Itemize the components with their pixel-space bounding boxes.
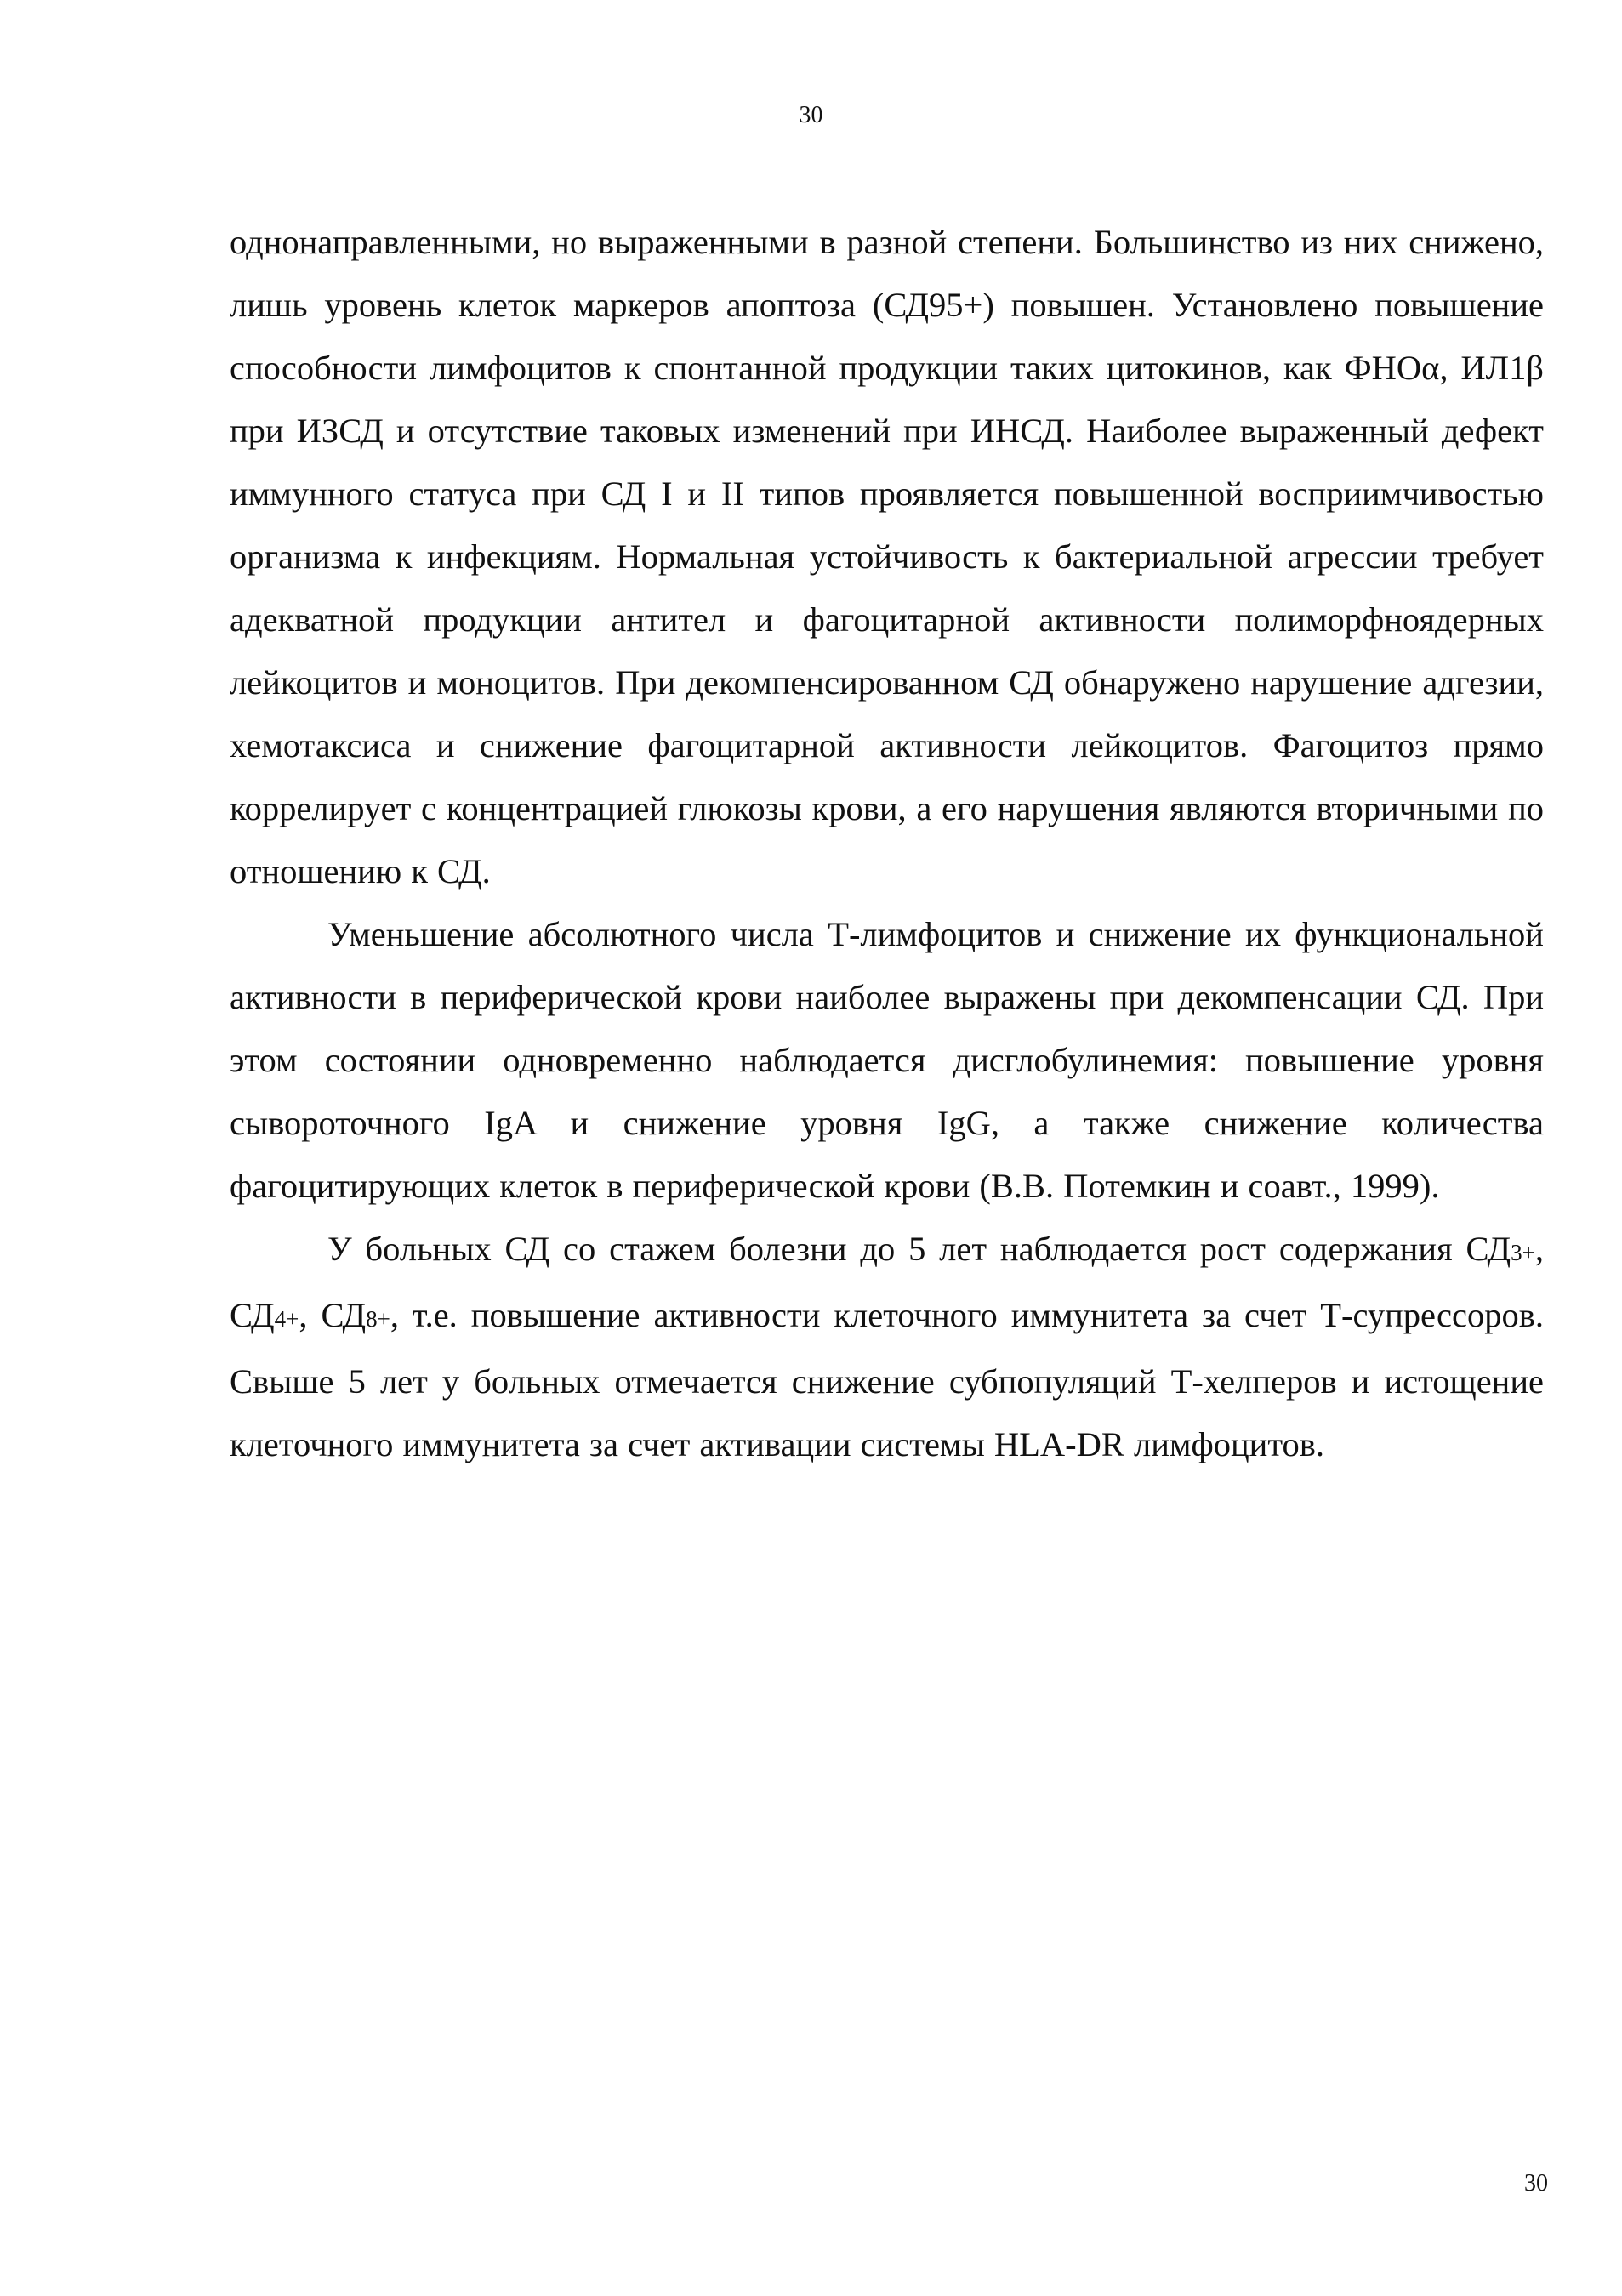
paragraph-3-text-2: , СД [230, 1230, 1544, 1334]
paragraph-3-text-4: , т.е. повышение активности клеточного иммунитета за счет Т-супрессоров. Свыше 5 лет у больных отмечается снижение субпопуляций Т-хелперов и истощение клеточного иммунитета за счет активации системы HLA-DR лимфоцитов. [230, 1296, 1544, 1463]
cd3-subscript: 3+ [1511, 1240, 1535, 1265]
paragraph-2: Уменьшение абсолютного числа Т-лимфоцитов и снижение их функциональной активности в периферической крови наиболее выражены при декомпенсации СД. При этом состоянии одновременно наблюдается дисглобулинемия: повышение уровня сывороточного IgA и снижение уровня IgG, а также снижение количества фагоцитирующих клеток в периферической крови (В.В. Потемкин и соавт., 1999). [230, 915, 1544, 1205]
cd4-subscript: 4+ [274, 1306, 299, 1332]
paragraph-3-text-3: , СД [299, 1296, 367, 1334]
page-number-top: 30 [799, 102, 823, 128]
body-text [230, 211, 1544, 1476]
paragraph-3 [230, 1218, 1544, 1476]
paragraph-3-text-1: У больных СД со стажем болезни до 5 лет наблюдается рост содержания СД [327, 1230, 1511, 1268]
paragraph-1: однонаправленными, но выраженными в разной степени. Большинство из них снижено, лишь уровень клеток маркеров апоптоза (СД95+) повышен. Установлено повышение способности лимфоцитов к спонтанной продукции таких цитокинов, как ФНОα, ИЛ1β при ИЗСД и отсутствие таковых изменений при ИНСД. Наиболее выраженный дефект иммунного статуса при СД I и II типов проявляется повышенной восприимчивостью организма к инфекциям. Нормальная устойчивость к бактериальной агрессии требует адекватной продукции антител и фагоцитарной активности полиморфноядерных лейкоцитов и моноцитов. При декомпенсированном СД обнаружено нарушение адгезии, хемотаксиса и снижение фагоцитарной активности лейкоцитов. Фагоцитоз прямо коррелирует с концентрацией глюкозы крови, а его нарушения являются вторичными по отношению к СД. [230, 223, 1544, 890]
page-number-bottom: 30 [1524, 2170, 1548, 2197]
cd8-subscript: 8+ [366, 1306, 390, 1332]
